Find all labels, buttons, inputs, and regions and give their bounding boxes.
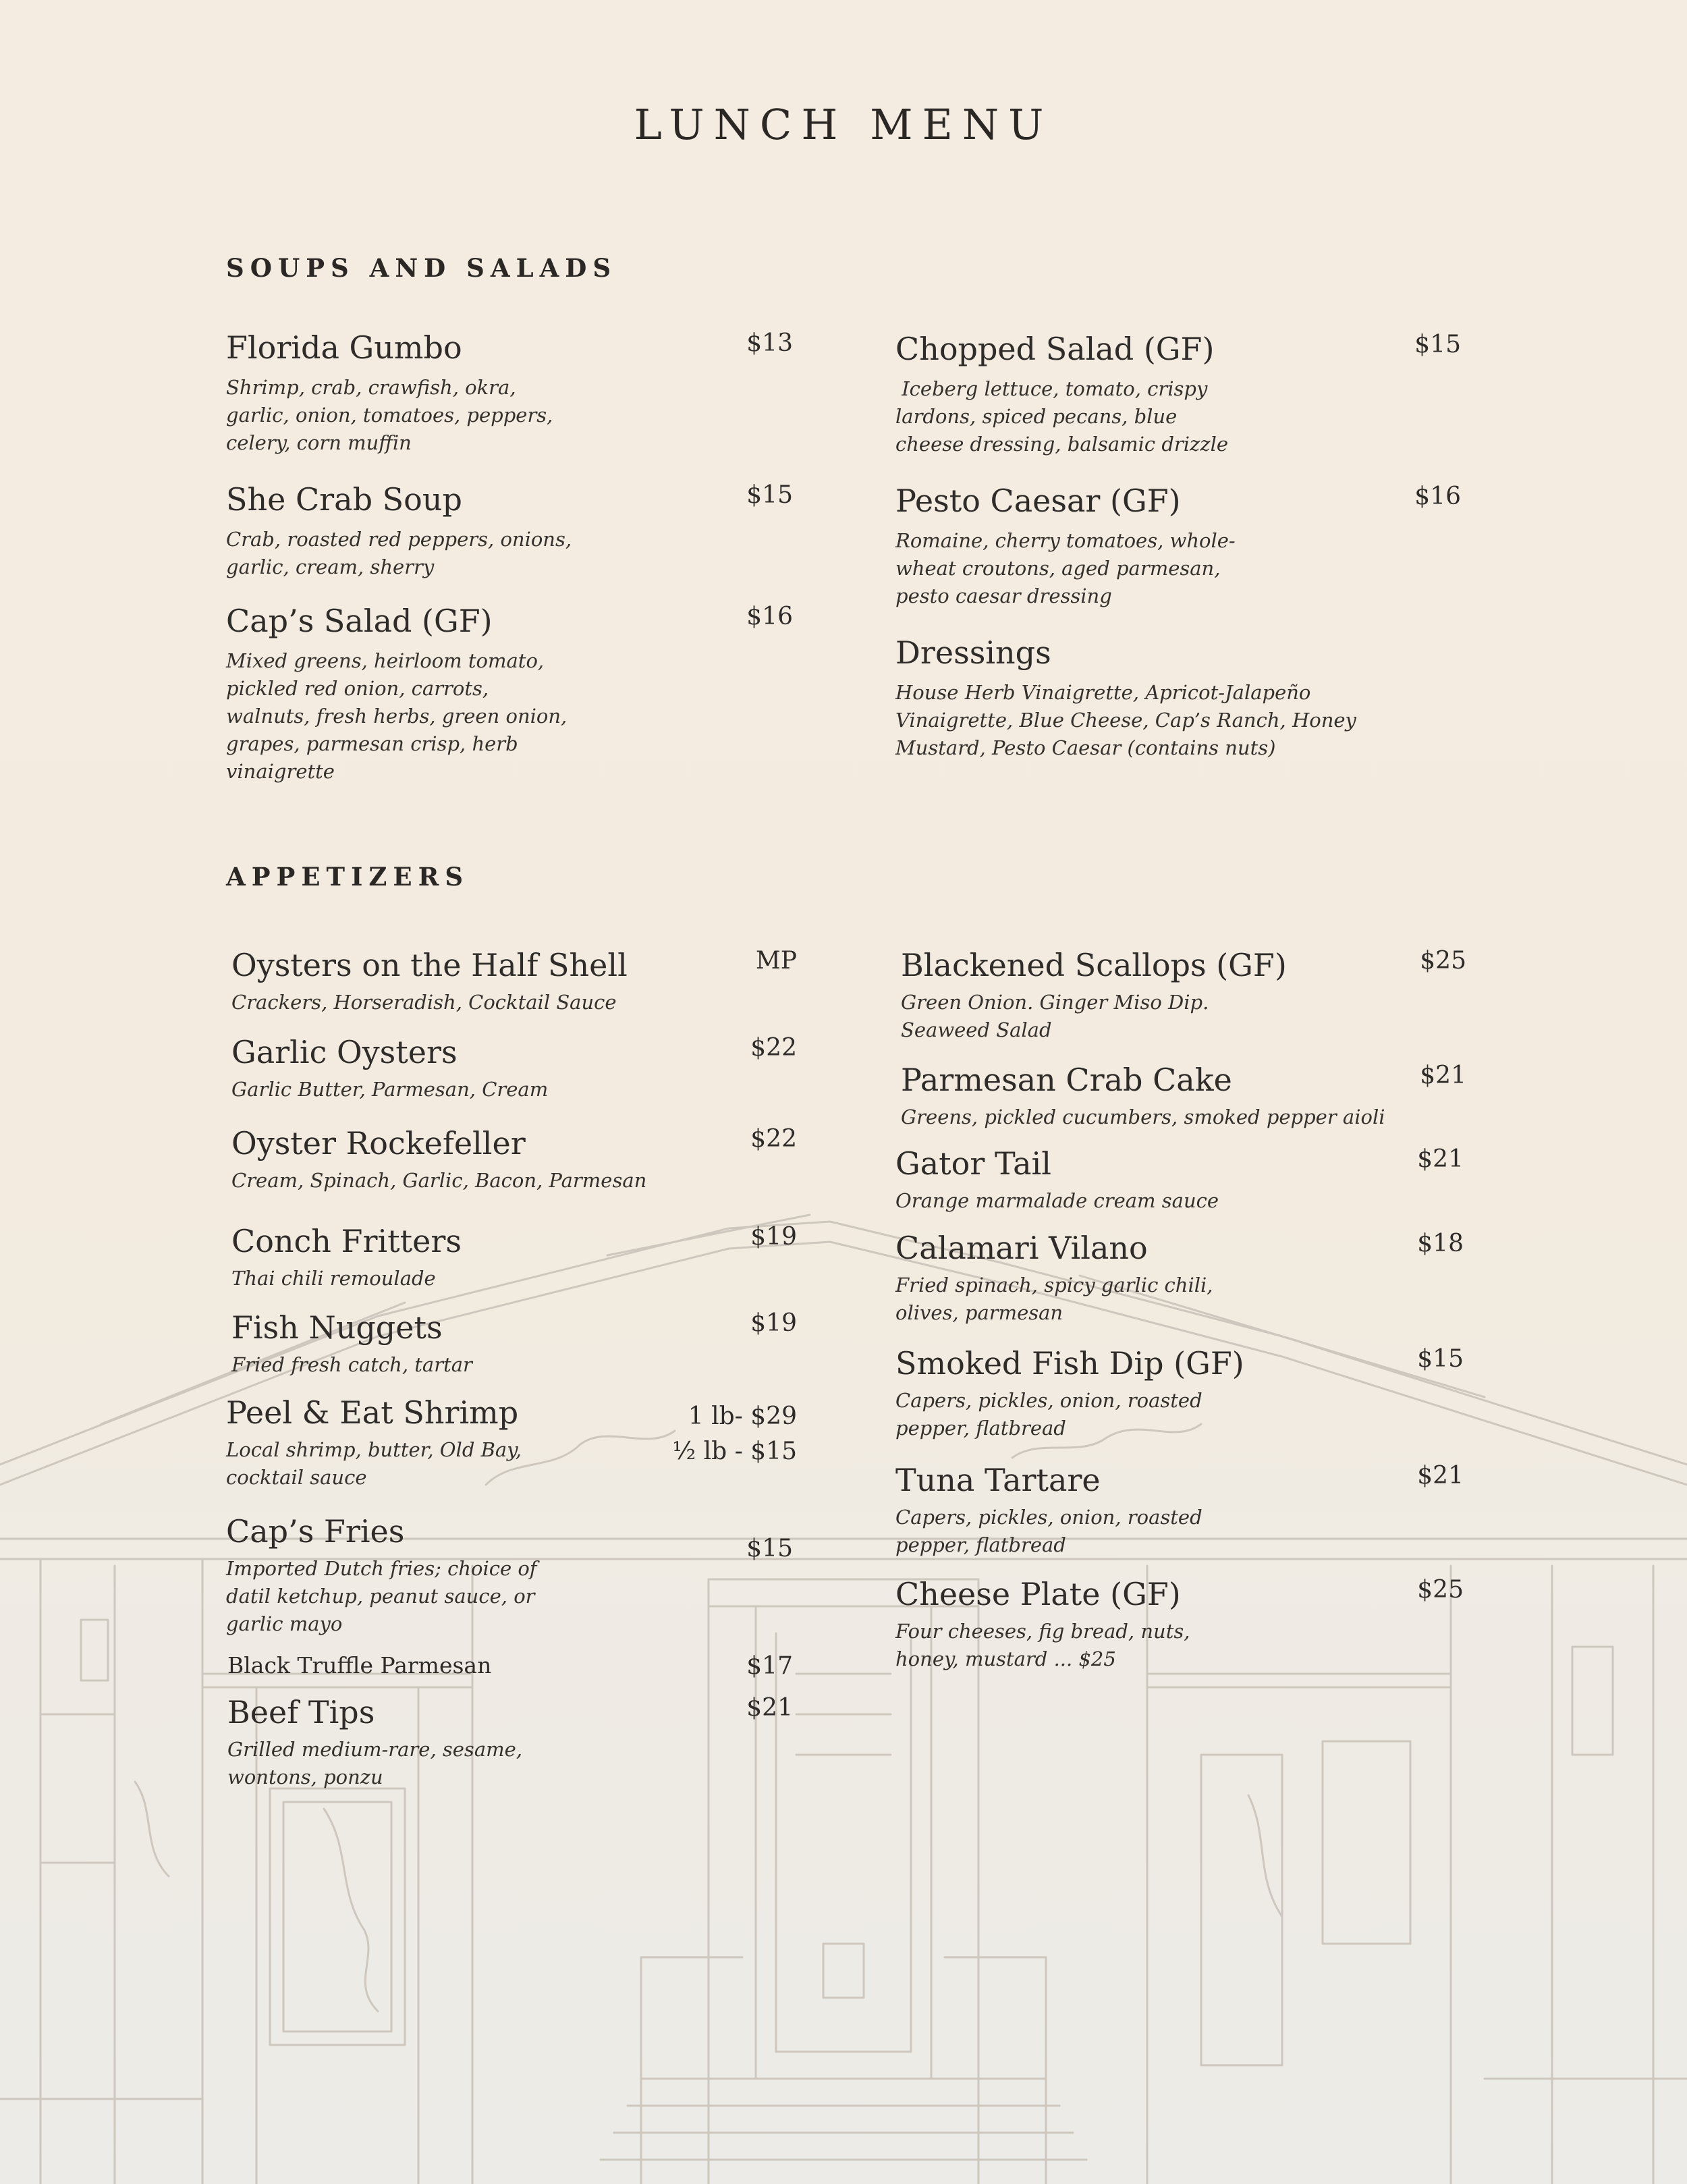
item-description: Capers, pickles, onion, roasted pepper, flatbread [895, 1389, 1202, 1440]
section-heading-appetizers: APPETIZERS [226, 862, 470, 892]
item-description: Local shrimp, butter, Old Bay, cocktail sauce [226, 1438, 522, 1489]
menu-title: LUNCH MENU [634, 100, 1053, 149]
menu-item-oysters-half-shell [231, 947, 797, 1021]
item-name: Blackened Scallops (GF) [901, 947, 1287, 983]
item-name: Garlic Oysters [231, 1034, 458, 1070]
item-price: $19 [750, 1223, 797, 1251]
section-heading-soups-salads: SOUPS AND SALADS [226, 253, 617, 283]
item-description: Iceberg lettuce, tomato, crispy lardons, spiced pecans, blue cheese dressing, balsamic drizzle [895, 377, 1229, 456]
item-description: Four cheeses, fig bread, nuts, honey, mustard ... $25 [895, 1620, 1190, 1670]
item-name: Peel & Eat Shrimp [226, 1394, 519, 1431]
item-price: $25 [1420, 947, 1466, 975]
menu-item-caps-salad [226, 603, 793, 792]
item-description: Romaine, cherry tomatoes, whole- wheat croutons, aged parmesan, pesto caesar dressing [895, 529, 1236, 607]
item-description: Capers, pickles, onion, roasted pepper, flatbread [895, 1506, 1202, 1556]
item-name: She Crab Soup [226, 481, 462, 518]
menu-item-black-truffle-parmesan [227, 1652, 793, 1686]
item-description: Greens, pickled cucumbers, smoked pepper aioli [901, 1105, 1385, 1128]
menu-item-florida-gumbo [226, 329, 793, 464]
item-price: $15 [746, 1535, 793, 1562]
menu-item-conch-fritters [231, 1223, 797, 1297]
item-name: Oysters on the Half Shell [231, 947, 628, 983]
item-price: MP [755, 947, 797, 975]
item-price: $21 [1417, 1462, 1464, 1490]
menu-item-smoked-fish-dip [895, 1345, 1464, 1446]
menu-item-beef-tips [227, 1694, 793, 1795]
item-name: Black Truffle Parmesan [227, 1652, 492, 1678]
item-name: Smoked Fish Dip (GF) [895, 1345, 1244, 1382]
item-price-half-pound: ½ lb - $15 [672, 1438, 797, 1465]
item-price: $22 [750, 1034, 797, 1062]
item-description: Thai chili remoulade [231, 1267, 436, 1290]
item-name: Parmesan Crab Cake [901, 1062, 1232, 1098]
item-name: Cheese Plate (GF) [895, 1576, 1181, 1612]
item-description: Green Onion. Ginger Miso Dip. Seaweed Salad [901, 991, 1209, 1041]
item-price: $19 [750, 1309, 797, 1337]
item-price: $21 [1420, 1062, 1466, 1089]
item-name: Conch Fritters [231, 1223, 462, 1259]
menu-item-blackened-scallops [901, 947, 1466, 1048]
menu-item-chopped-salad [895, 331, 1461, 466]
item-name: Gator Tail [895, 1145, 1051, 1182]
item-price: $16 [746, 603, 793, 630]
item-price: $25 [1417, 1576, 1464, 1604]
item-description: Imported Dutch fries; choice of datil ketchup, peanut sauce, or garlic mayo [226, 1557, 537, 1635]
item-price: $21 [746, 1694, 793, 1722]
item-name: Pesto Caesar (GF) [895, 483, 1181, 519]
item-price-full-pound: 1 lb- $29 [688, 1402, 797, 1430]
item-name: Florida Gumbo [226, 329, 462, 366]
item-price: $16 [1414, 483, 1461, 510]
menu-item-oyster-rockefeller [231, 1125, 797, 1199]
item-name: Chopped Salad (GF) [895, 331, 1215, 367]
item-price: $13 [746, 329, 793, 357]
item-price: $18 [1417, 1230, 1464, 1257]
item-price: $22 [750, 1125, 797, 1153]
item-description: House Herb Vinaigrette, Apricot-Jalapeño Vinaigrette, Blue Cheese, Cap’s Ranch, Honey Mustard, Pesto Caesar (contains nuts) [895, 681, 1356, 759]
item-name: Beef Tips [227, 1694, 375, 1730]
item-name: Dressings [895, 634, 1051, 671]
item-description: Garlic Butter, Parmesan, Cream [231, 1078, 549, 1101]
item-description: Fried fresh catch, tartar [231, 1353, 472, 1376]
item-name: Cap’s Fries [226, 1513, 405, 1550]
item-description: Shrimp, crab, crawfish, okra, garlic, onion, tomatoes, peppers, celery, corn muffin [226, 376, 553, 454]
item-price: $15 [746, 481, 793, 509]
item-description: Crackers, Horseradish, Cocktail Sauce [231, 991, 617, 1014]
menu-item-pesto-caesar [895, 483, 1461, 618]
item-price: $17 [746, 1652, 793, 1680]
item-description: Crab, roasted red peppers, onions, garlic, cream, sherry [226, 528, 572, 578]
menu-item-peel-eat-shrimp [226, 1394, 797, 1502]
item-price: $15 [1417, 1345, 1464, 1373]
menu-item-tuna-tartare [895, 1462, 1464, 1563]
menu-item-caps-fries [226, 1513, 793, 1648]
menu-item-she-crab-soup [226, 481, 793, 589]
item-name: Tuna Tartare [895, 1462, 1101, 1498]
item-price: $21 [1417, 1145, 1464, 1173]
menu-item-dressings [895, 634, 1503, 769]
menu-item-fish-nuggets [231, 1309, 797, 1384]
item-description: Orange marmalade cream sauce [895, 1189, 1219, 1212]
item-description: Grilled medium-rare, sesame, wontons, ponzu [227, 1738, 522, 1789]
item-description: Fried spinach, spicy garlic chili, olives, parmesan [895, 1274, 1213, 1324]
menu-item-cheese-plate [895, 1576, 1464, 1677]
menu-item-calamari-vilano [895, 1230, 1464, 1331]
item-name: Fish Nuggets [231, 1309, 443, 1346]
item-price: $15 [1414, 331, 1461, 358]
menu-item-garlic-oysters [231, 1034, 797, 1108]
menu-item-parmesan-crab-cake [901, 1062, 1466, 1136]
item-description: Mixed greens, heirloom tomato, pickled red onion, carrots, walnuts, fresh herbs, green onion, grapes, parmesan crisp, herb vinaigrette [226, 649, 568, 783]
item-name: Oyster Rockefeller [231, 1125, 526, 1162]
item-name: Cap’s Salad (GF) [226, 603, 493, 639]
menu-item-gator-tail [895, 1145, 1464, 1220]
item-description: Cream, Spinach, Garlic, Bacon, Parmesan [231, 1169, 647, 1192]
item-name: Calamari Vilano [895, 1230, 1148, 1266]
